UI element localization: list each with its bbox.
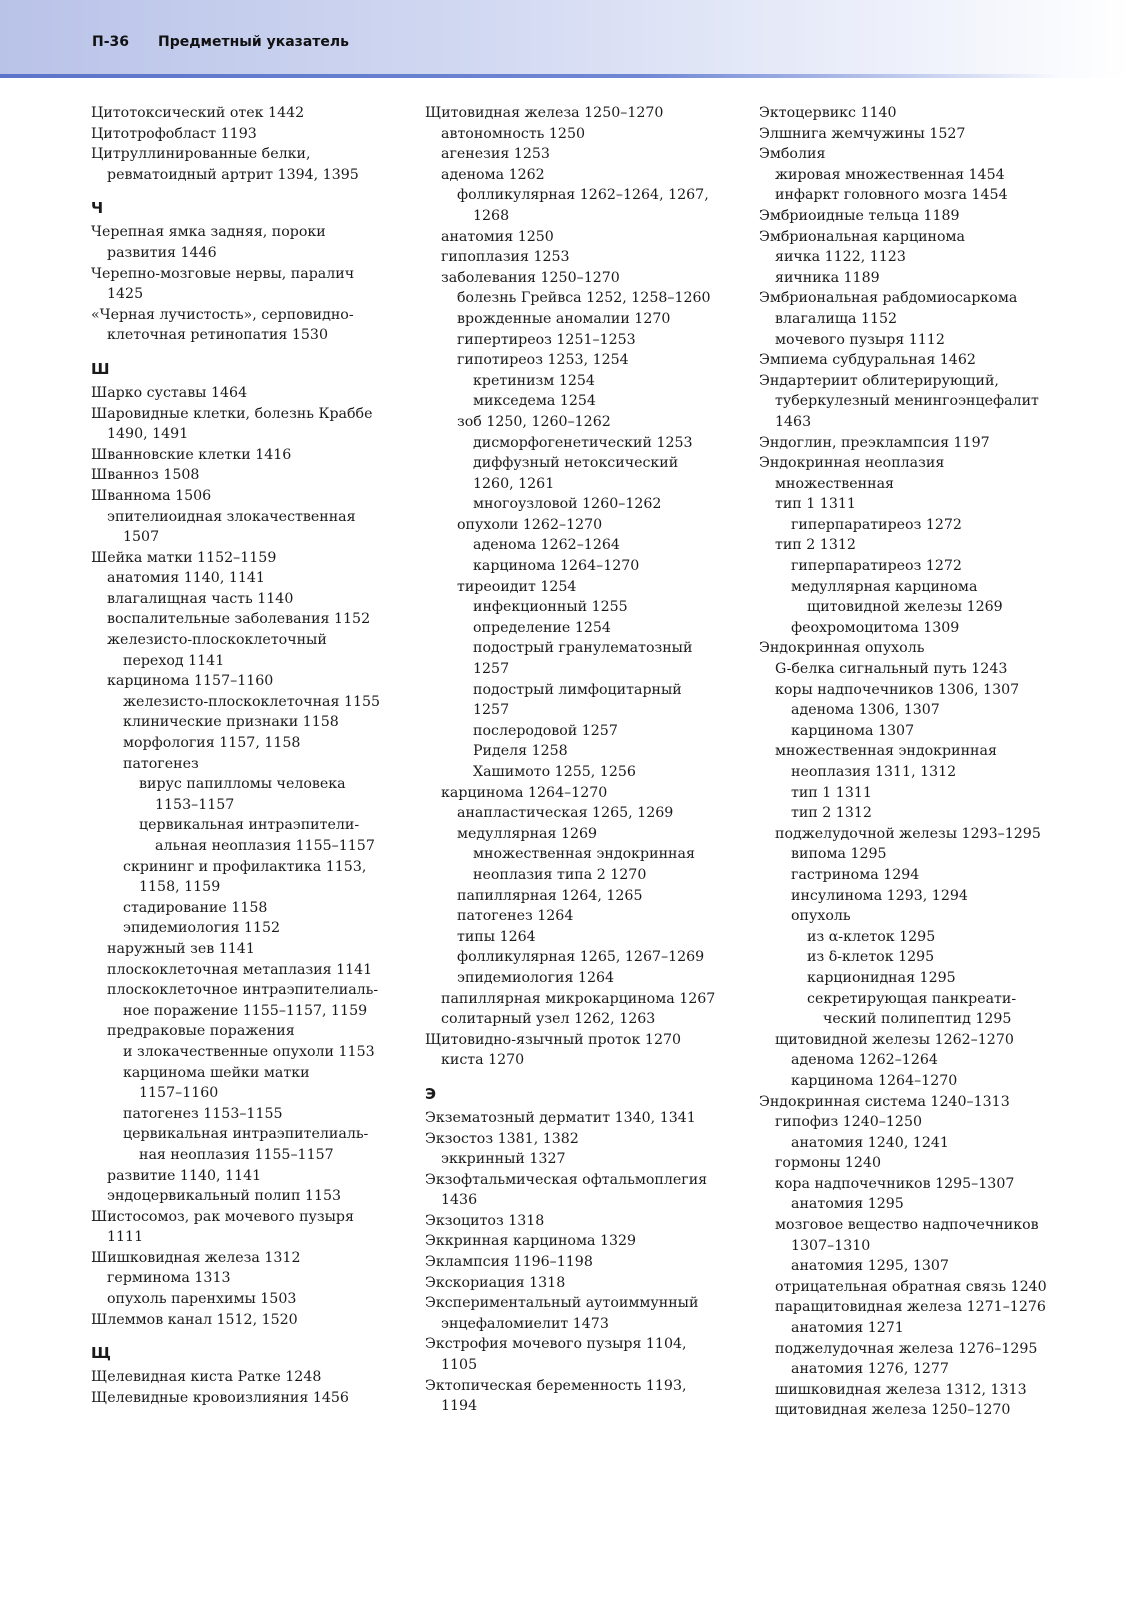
index-entry: Эндартериит облитерирующий,: [759, 372, 999, 389]
index-entry: мозговое вещество надпочечников: [775, 1217, 1039, 1234]
index-entry: аденома 1262: [441, 166, 545, 183]
index-entry: 1257: [473, 661, 510, 678]
running-title: Предметный указатель: [158, 34, 349, 50]
index-entry: щитовидная железа 1250–1270: [775, 1402, 1011, 1419]
index-entry: випома 1295: [791, 846, 887, 863]
index-entry: опухоль паренхимы 1503: [107, 1291, 297, 1308]
index-entry: 1490, 1491: [107, 426, 189, 443]
index-entry: Эккринная карцинома 1329: [425, 1233, 637, 1250]
index-entry: солитарный узел 1262, 1263: [441, 1011, 656, 1028]
index-entry: диффузный нетоксический: [473, 455, 679, 472]
index-entry: Шейка матки 1152–1159: [91, 549, 277, 566]
index-entry: эккринный 1327: [441, 1151, 566, 1168]
index-entry: карцинома 1264–1270: [791, 1072, 958, 1089]
index-entry: Шарко суставы 1464: [91, 384, 248, 401]
index-entry: анатомия 1295: [791, 1196, 904, 1213]
index-entry: медуллярная карцинома: [791, 578, 978, 595]
index-entry: Эктопическая беременность 1193,: [425, 1377, 687, 1394]
index-entry: энцефаломиелит 1473: [441, 1315, 609, 1332]
index-entry: Щитовидная железа 1250–1270: [425, 105, 664, 121]
index-entry: клинические признаки 1158: [123, 714, 339, 731]
index-entry: Элшнига жемчужины 1527: [759, 125, 966, 142]
index-entry: гипофиз 1240–1250: [775, 1114, 923, 1131]
index-entry: гипотиреоз 1253, 1254: [457, 352, 629, 369]
index-entry: шишковидная железа 1312, 1313: [775, 1381, 1027, 1398]
index-entry: и злокачественные опухоли 1153: [123, 1043, 375, 1060]
index-entry: «Черная лучистость», серповидно-: [91, 306, 354, 323]
index-entry: 1307–1310: [791, 1237, 871, 1254]
index-entry: Шаровидные клетки, болезнь Краббе: [91, 405, 373, 422]
index-entry: тип 1 1311: [791, 784, 872, 801]
index-entry: клеточная ретинопатия 1530: [107, 327, 328, 344]
index-entry: врожденные аномалии 1270: [457, 310, 671, 327]
index-entry: анатомия 1295, 1307: [791, 1258, 949, 1275]
index-entry: микседема 1254: [473, 393, 596, 410]
index-entry: зоб 1250, 1260–1262: [457, 413, 611, 430]
section-letter: Ч: [91, 199, 104, 218]
index-entry: поджелудочной железы 1293–1295: [775, 825, 1041, 842]
index-entry: Щелевидные кровоизлияния 1456: [91, 1389, 349, 1406]
index-entry: аденома 1262–1264: [791, 1052, 938, 1069]
index-entry: Эндокринная система 1240–1313: [759, 1093, 1010, 1110]
index-entry: кора надпочечников 1295–1307: [775, 1175, 1015, 1192]
index-entry: опухоли 1262–1270: [457, 516, 603, 533]
index-entry: эндоцервикальный полип 1153: [107, 1188, 342, 1205]
index-entry: 1268: [473, 207, 510, 224]
index-entry: Шишковидная железа 1312: [91, 1249, 301, 1266]
index-entry: 1158, 1159: [139, 879, 221, 896]
index-entry: Экзематозный дерматит 1340, 1341: [425, 1109, 696, 1126]
index-entry: 1157–1160: [139, 1085, 219, 1102]
index-entry: Экскориация 1318: [425, 1274, 566, 1291]
index-entry: патогенез 1264: [457, 908, 574, 925]
index-entry: Шванновские клетки 1416: [91, 446, 292, 463]
index-entry: послеродовой 1257: [473, 722, 618, 739]
index-entry: ная неоплазия 1155–1157: [139, 1146, 334, 1163]
index-entry: туберкулезный менингоэнцефалит: [775, 393, 1039, 410]
index-entry: папиллярная 1264, 1265: [457, 887, 643, 904]
index-entry: Черепно-мозговые нервы, паралич: [91, 265, 355, 282]
index-entry: аденома 1262–1264: [473, 537, 620, 554]
index-entry: Щитовидно-язычный проток 1270: [425, 1031, 682, 1048]
index-entry: заболевания 1250–1270: [441, 269, 620, 286]
index-entry: Экспериментальный аутоиммунный: [425, 1295, 699, 1312]
index-entry: Цитотрофобласт 1193: [91, 125, 257, 142]
index-entry: патогенез: [123, 755, 199, 772]
index-entry: 1260, 1261: [473, 475, 555, 492]
index-entry: Эндокринная опухоль: [759, 640, 925, 657]
index-entry: дисморфогенетический 1253: [473, 434, 693, 451]
index-entry: альная неоплазия 1155–1157: [155, 838, 375, 854]
index-entry: Цитотоксический отек 1442: [91, 105, 305, 121]
index-entry: ное поражение 1155–1157, 1159: [123, 1002, 368, 1019]
index-entry: Цитруллинированные белки,: [91, 146, 311, 163]
index-entry: паращитовидная железа 1271–1276: [775, 1299, 1046, 1316]
index-entry: предраковые поражения: [107, 1023, 295, 1040]
index-column-3: [759, 103, 1099, 1421]
header-rule: [0, 74, 1060, 78]
index-entry: воспалительные заболевания 1152: [107, 611, 371, 628]
index-entry: железисто-плоскоклеточная 1155: [123, 693, 381, 710]
index-entry: 1105: [441, 1357, 478, 1374]
index-entry: карцинома 1264–1270: [441, 784, 608, 801]
index-entry: переход 1141: [123, 652, 225, 669]
index-entry: 1111: [107, 1229, 144, 1246]
index-entry: Экзоцитоз 1318: [425, 1212, 545, 1229]
index-entry: фолликулярная 1262–1264, 1267,: [457, 187, 709, 204]
section-letter: Ш: [91, 359, 110, 378]
index-entry: поджелудочная железа 1276–1295: [775, 1340, 1038, 1357]
index-entry: инфекционный 1255: [473, 599, 628, 616]
index-entry: мочевого пузыря 1112: [775, 331, 945, 348]
index-entry: Эмбриоидные тельца 1189: [759, 207, 960, 224]
index-entry: яичка 1122, 1123: [775, 249, 906, 266]
index-entry: тиреоидит 1254: [457, 578, 577, 595]
index-entry: определение 1254: [473, 619, 611, 636]
index-entry: инфаркт головного мозга 1454: [775, 187, 1008, 204]
index-entry: гиперпаратиреоз 1272: [791, 558, 962, 575]
index-entry: киста 1270: [441, 1052, 525, 1069]
index-entry: эпителиоидная злокачественная: [107, 508, 356, 525]
index-entry: неоплазия 1311, 1312: [791, 764, 957, 780]
index-entry: плоскоклеточное интраэпителиаль-: [107, 982, 379, 999]
index-entry: тип 2 1312: [791, 805, 872, 822]
index-entry: Эмбриональная карцинома: [759, 228, 966, 245]
index-entry: герминома 1313: [107, 1270, 231, 1287]
index-entry: цервикальная интраэпителиаль-: [123, 1126, 369, 1143]
index-entry: анапластическая 1265, 1269: [457, 805, 674, 822]
index-entry: типы 1264: [457, 928, 536, 945]
index-entry: Эмболия: [759, 146, 826, 163]
index-entry: ревматоидный артрит 1394, 1395: [107, 166, 359, 183]
index-column-2: [425, 103, 755, 1417]
index-entry: аденома 1306, 1307: [791, 702, 940, 719]
index-entry: Эндоглин, преэклампсия 1197: [759, 434, 990, 451]
index-entry: жировая множественная 1454: [775, 166, 1005, 183]
page-number: П-36: [92, 34, 130, 50]
index-entry: гиперпаратиреоз 1272: [791, 516, 962, 533]
index-entry: вирус папилломы человека: [139, 776, 346, 793]
index-entry: 1153–1157: [155, 796, 235, 813]
index-entry: 1194: [441, 1398, 478, 1415]
index-entry: патогенез 1153–1155: [123, 1105, 283, 1122]
index-entry: феохромоцитома 1309: [791, 619, 960, 636]
index-entry: щитовидной железы 1262–1270: [775, 1031, 1014, 1048]
index-entry: карцинома 1307: [791, 722, 915, 739]
index-entry: Эмбриональная рабдомиосаркома: [759, 290, 1018, 307]
index-entry: развитие 1140, 1141: [107, 1167, 262, 1184]
index-entry: скрининг и профилактика 1153,: [123, 858, 367, 875]
index-entry: 1507: [123, 529, 160, 546]
index-entry: анатомия 1140, 1141: [107, 570, 265, 587]
index-entry: подострый гранулематозный: [473, 640, 693, 657]
index-entry: гастринома 1294: [791, 866, 920, 883]
index-entry: автономность 1250: [441, 125, 586, 142]
index-entry: Экзостоз 1381, 1382: [425, 1130, 579, 1147]
index-entry: Шлеммов канал 1512, 1520: [91, 1311, 298, 1328]
index-entry: гипоплазия 1253: [441, 249, 570, 266]
index-column-1: [91, 103, 421, 1408]
index-entry: гормоны 1240: [775, 1155, 881, 1172]
index-entry: Эндокринная неоплазия: [759, 455, 945, 472]
index-entry: неоплазия типа 2 1270: [473, 866, 647, 883]
index-entry: коры надпочечников 1306, 1307: [775, 681, 1020, 698]
index-entry: тип 2 1312: [775, 537, 856, 554]
index-entry: гипертиреоз 1251–1253: [457, 331, 636, 348]
index-entry: Эклампсия 1196–1198: [425, 1254, 593, 1271]
index-entry: анатомия 1240, 1241: [791, 1134, 949, 1151]
index-entry: медуллярная 1269: [457, 825, 598, 842]
index-entry: карцинома 1157–1160: [107, 673, 274, 690]
index-entry: анатомия 1276, 1277: [791, 1361, 949, 1378]
index-entry: морфология 1157, 1158: [123, 735, 301, 752]
section-letter: Э: [425, 1084, 437, 1103]
index-entry: 1436: [441, 1192, 478, 1209]
index-entry: секретирующая панкреати-: [807, 990, 1017, 1007]
index-entry: влагалища 1152: [775, 310, 898, 327]
index-entry: Шванноз 1508: [91, 467, 200, 484]
index-entry: многоузловой 1260–1262: [473, 496, 662, 513]
index-entry: множественная эндокринная: [775, 743, 997, 760]
index-entry: анатомия 1271: [791, 1320, 904, 1337]
index-entry: стадирование 1158: [123, 899, 268, 916]
index-entry: тип 1 1311: [775, 496, 856, 513]
index-entry: 1463: [775, 413, 812, 430]
index-entry: эпидемиология 1264: [457, 969, 615, 986]
index-entry: Эктоцервикс 1140: [759, 105, 897, 121]
index-entry: из α-клеток 1295: [807, 928, 936, 945]
index-entry: опухоль: [791, 908, 851, 925]
section-letter: Щ: [91, 1344, 111, 1363]
index-entry: отрицательная обратная связь 1240: [775, 1278, 1047, 1295]
index-entry: цервикальная интраэпители-: [139, 817, 360, 834]
index-entry: Хашимото 1255, 1256: [473, 764, 636, 780]
index-entry: множественная эндокринная: [473, 846, 695, 863]
index-entry: агенезия 1253: [441, 146, 550, 163]
index-entry: инсулинома 1293, 1294: [791, 887, 968, 904]
index-entry: из δ-клеток 1295: [807, 949, 935, 966]
index-entry: фолликулярная 1265, 1267–1269: [457, 949, 705, 966]
index-entry: эпидемиология 1152: [123, 920, 281, 937]
index-entry: влагалищная часть 1140: [107, 590, 294, 607]
index-entry: карцинома шейки матки: [123, 1064, 310, 1081]
index-entry: Черепная ямка задняя, пороки: [91, 224, 326, 241]
index-entry: болезнь Грейвса 1252, 1258–1260: [457, 290, 711, 307]
index-entry: щитовидной железы 1269: [807, 599, 1003, 616]
index-entry: подострый лимфоцитарный: [473, 681, 682, 698]
index-entry: множественная: [775, 475, 894, 492]
index-entry: G-белка сигнальный путь 1243: [775, 661, 1008, 678]
index-entry: ческий полипептид 1295: [823, 1011, 1012, 1028]
index-entry: Риделя 1258: [473, 743, 568, 760]
index-entry: яичника 1189: [775, 269, 880, 286]
index-entry: 1257: [473, 702, 510, 719]
index-entry: плоскоклеточная метаплазия 1141: [107, 961, 373, 978]
index-entry: 1425: [107, 286, 144, 303]
index-entry: Шваннома 1506: [91, 487, 212, 504]
index-entry: Экстрофия мочевого пузыря 1104,: [425, 1336, 687, 1353]
index-entry: карцинома 1264–1270: [473, 558, 640, 575]
index-entry: карционидная 1295: [807, 969, 956, 986]
index-entry: развития 1446: [107, 244, 217, 261]
index-entry: Экзофтальмическая офтальмоплегия: [425, 1171, 708, 1188]
index-entry: Шистосомоз, рак мочевого пузыря: [91, 1208, 354, 1225]
index-entry: Эмпиема субдуральная 1462: [759, 352, 976, 369]
index-entry: папиллярная микрокарцинома 1267: [441, 990, 716, 1007]
index-entry: наружный зев 1141: [107, 940, 255, 957]
index-entry: железисто-плоскоклеточный: [107, 632, 327, 649]
index-entry: анатомия 1250: [441, 228, 554, 245]
index-entry: кретинизм 1254: [473, 372, 595, 389]
index-entry: Щелевидная киста Ратке 1248: [91, 1369, 322, 1386]
